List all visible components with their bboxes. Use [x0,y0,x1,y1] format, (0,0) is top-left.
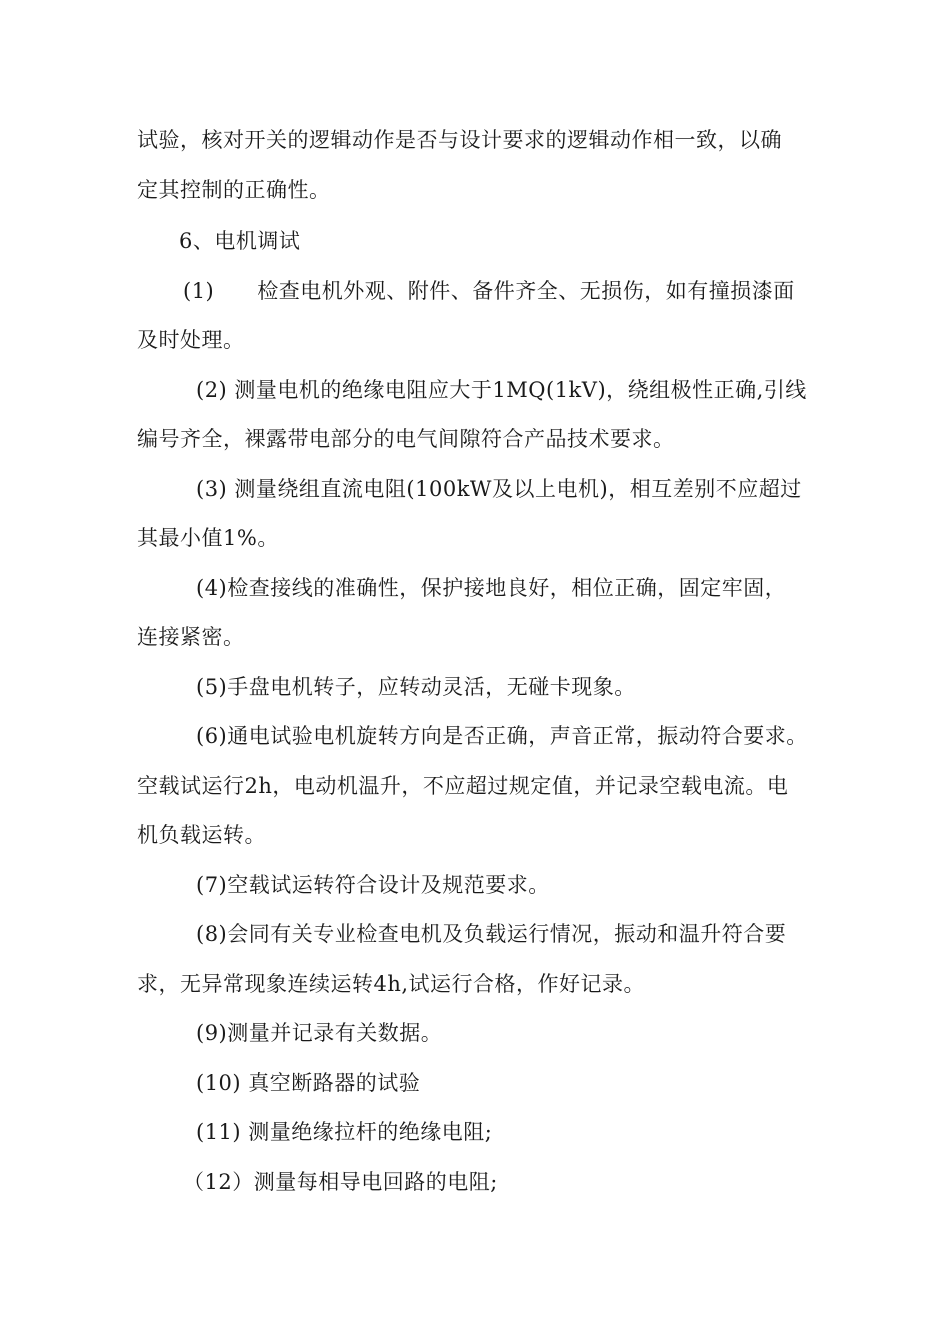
text-line: 空载试运行2h，电动机温升，不应超过规定值，并记录空载电流。电 [137,774,789,798]
list-item-12: （12）测量每相导电回路的电阻; [183,1170,498,1194]
list-item-8: (8)会同有关专业检查电机及负载运行情况，振动和温升符合要 [196,922,787,946]
section-heading: 6、电机调试 [179,229,301,253]
list-item-1: (1) 检查电机外观、附件、备件齐全、无损伤，如有撞损漆面 [183,279,795,303]
text-line: 定其控制的正确性。 [137,178,331,202]
list-item-9: (9)测量并记录有关数据。 [196,1021,443,1045]
text-line: 求，无异常现象连续运转4h,试运行合格，作好记录。 [137,972,646,996]
list-item-10: (10) 真空断路器的试验 [196,1071,421,1095]
text-line: 编号齐全，裸露带电部分的电气间隙符合产品技术要求。 [137,427,675,451]
list-item-3: (3) 测量绕组直流电阻(100kW及以上电机)，相互差别不应超过 [196,477,802,501]
list-item-11: (11) 测量绝缘拉杆的绝缘电阻; [196,1120,493,1144]
text-line: 试验，核对开关的逻辑动作是否与设计要求的逻辑动作相一致，以确 [137,128,782,152]
list-item-6: (6)通电试验电机旋转方向是否正确，声音正常，振动符合要求。 [196,724,808,748]
list-item-7: (7)空载试运转符合设计及规范要求。 [196,873,550,897]
text-line: 及时处理。 [137,328,245,352]
text-line: 其最小值1%。 [137,526,279,550]
text-line: 机负载运转。 [137,823,266,847]
list-item-4: (4)检查接线的准确性，保护接地良好，相位正确，固定牢固， [196,576,787,600]
list-item-2: (2) 测量电机的绝缘电阻应大于1MQ(1kV)，绕组极性正确,引线 [196,378,807,402]
text-line: 连接紧密。 [137,625,245,649]
list-item-5: (5)手盘电机转子，应转动灵活，无碰卡现象。 [196,675,636,699]
